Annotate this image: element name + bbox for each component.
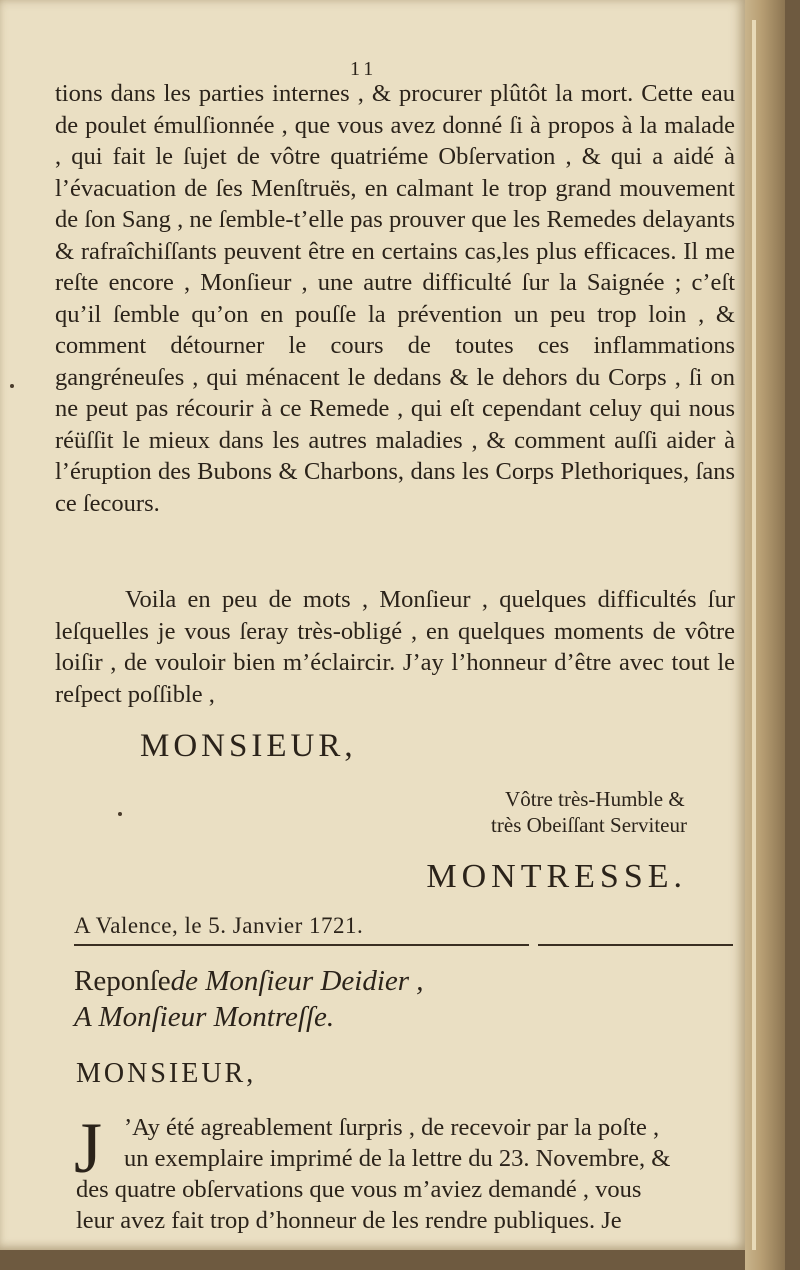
reply-line-1: ’Ay été agreablement ſurpris , de recevoir par la poſte , [124, 1114, 660, 1141]
reply-heading-word: Reponſe [74, 965, 171, 997]
ink-speck [10, 384, 14, 388]
reply-heading-author: de Monſieur Deidier , [170, 965, 424, 997]
reply-paragraph [74, 1108, 736, 1236]
letter-closing [491, 786, 687, 838]
letter-signature: MONTRESSE. [426, 858, 687, 895]
letter-dateline: A Valence, le 5. Janvier 1721. [74, 913, 364, 938]
closing-line-2: très Obeiſſant Serviteur [491, 813, 687, 837]
reply-line-4: leur avez fait trop d’honneur de les rendre publiques. Je [76, 1207, 622, 1234]
reply-heading [74, 963, 674, 1035]
reply-line-3: des quatre obſervations que vous m’aviez demandé , vous [76, 1176, 642, 1203]
reply-heading-recipient: A Monſieur Montreſſe. [74, 1001, 335, 1033]
divider-rule-short [538, 944, 733, 946]
closing-line-1: Vôtre très-Humble & [505, 787, 685, 811]
page-edge-highlight [752, 20, 756, 1250]
reply-salutation: MONSIEUR, [76, 1058, 257, 1089]
ink-speck [118, 812, 122, 816]
page-edge-shadow [745, 0, 785, 1270]
divider-rule [74, 944, 529, 946]
letter-salutation: MONSIEUR, [140, 728, 357, 764]
letter-paragraph-1: tions dans les parties internes , & procurer plûtôt la mort. Cette eau de poulet émulſionnée , que vous avez donné ſi à propos à la malade , qui fait le ſujet de vôtre quatriéme Obſervation , & qui a aidé à l’évacuation de ſes Menſtruës, en calmant le trop grand mouvement de ſon Sang , ne ſemble-t’elle pas prouver que les Remedes delayants & rafraîchiſſants peuvent être en certains cas,les plus efficaces. Il me reſte encore , Monſieur , une autre difficulté ſur la Saignée ; c’eſt qu’il ſemble qu’on en pouſſe la prévention un peu trop loin , & comment détourner le cours de toutes ces inflammations gangréneuſes , qui ménacent le dedans & le dehors du Corps , ſi on ne peut pas récourir à ce Remede , qui eſt cependant celuy qui nous réüſſit le mieux dans les autres maladies , & comment auſſi aider à l’éruption des Bubons & Charbons, dans les Corps Plethoriques, ſans ce ſecours. [55, 80, 735, 517]
drop-cap: J [74, 1108, 103, 1188]
letter-paragraph-2: Voila en peu de mots , Monſieur , quelques difficultés ſur leſquelles je vous ſeray très-obligé , en quelques moments de vôtre loiſir , de vouloir bien m’éclaircir. J’ay l’honneur d’être avec tout le reſpect poſſible , [55, 586, 735, 708]
page-number: 11 [350, 58, 378, 80]
reply-line-2: un exemplaire imprimé de la lettre du 23. Novembre, & [124, 1145, 671, 1172]
